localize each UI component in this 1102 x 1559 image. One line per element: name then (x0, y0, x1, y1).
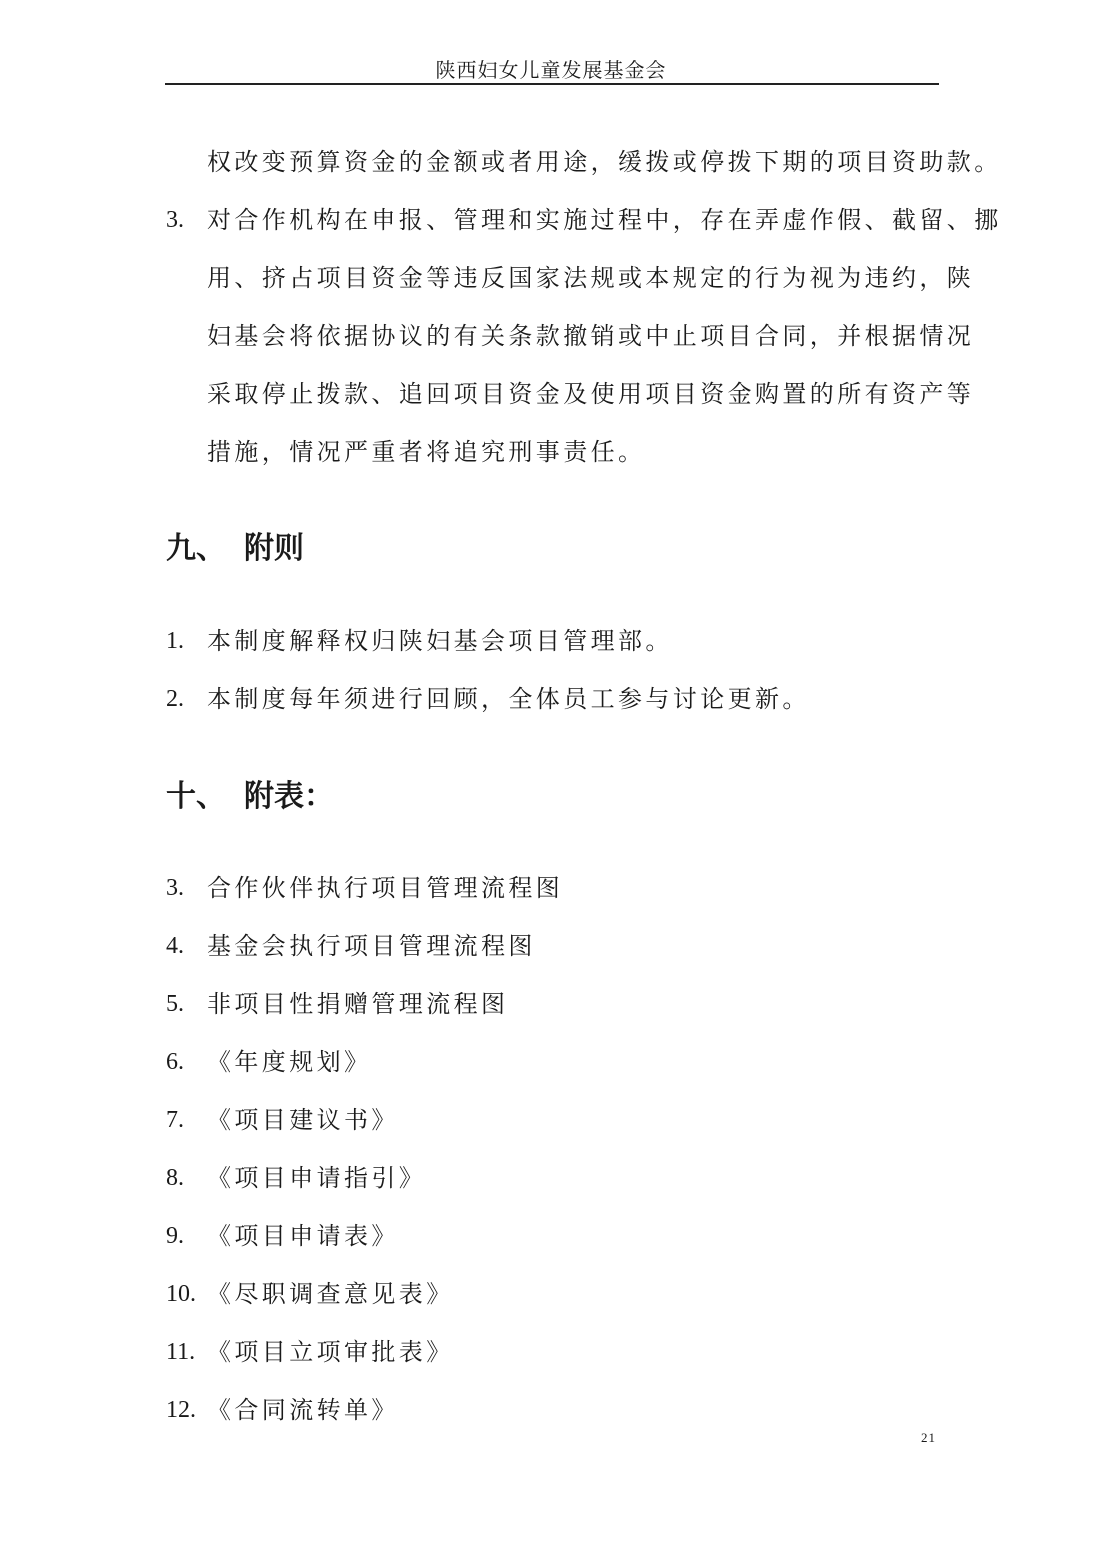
list-item-number: 2. (166, 686, 184, 712)
list-item-line: 妇基会将依据协议的有关条款撤销或中止项目合同，并根据情况 (207, 322, 975, 350)
list-item-text: 非项目性捐赠管理流程图 (207, 990, 509, 1018)
list-item-text: 《项目申请表》 (207, 1222, 399, 1250)
section-9-number: 九、 (166, 531, 226, 566)
list-item-number: 3. (166, 207, 184, 233)
list-item-text: 基金会执行项目管理流程图 (207, 932, 536, 960)
list-item-text: 《年度规划》 (207, 1048, 372, 1076)
list-item-number: 7. (166, 1107, 184, 1133)
list-item-number: 12. (166, 1397, 196, 1423)
list-item-text: 《项目申请指引》 (207, 1164, 427, 1192)
page-number: 21 (921, 1430, 936, 1445)
list-item-text: 《合同流转单》 (207, 1396, 399, 1424)
list-item-text: 本制度解释权归陕妇基会项目管理部。 (207, 627, 673, 655)
list-item-line: 用、挤占项目资金等违反国家法规或本规定的行为视为违约，陕 (207, 264, 975, 292)
list-item-number: 9. (166, 1223, 184, 1249)
section-9-title: 附则 (244, 531, 304, 566)
list-item-line: 措施，情况严重者将追究刑事责任。 (207, 438, 646, 466)
list-item-number: 5. (166, 991, 184, 1017)
list-item-text: 《尽职调查意见表》 (207, 1280, 454, 1308)
list-item-line: 对合作机构在申报、管理和实施过程中，存在弄虚作假、截留、挪 (207, 206, 1002, 234)
list-item-number: 1. (166, 628, 184, 654)
list-item-text: 合作伙伴执行项目管理流程图 (207, 874, 564, 902)
section-10-number: 十、 (166, 779, 226, 814)
list-item-text: 《项目建议书》 (207, 1106, 399, 1134)
list-item-number: 3. (166, 875, 184, 901)
section-10-title: 附表： (244, 779, 334, 814)
header-rule (165, 83, 939, 85)
list-item-number: 8. (166, 1165, 184, 1191)
page-header-title: 陕西妇女儿童发展基金会 (435, 58, 667, 82)
list-item-line: 采取停止拨款、追回项目资金及使用项目资金购置的所有资产等 (207, 380, 975, 408)
list-item-number: 4. (166, 933, 184, 959)
continuation-line: 权改变预算资金的金额或者用途，缓拨或停拨下期的项目资助款。 (207, 148, 1002, 176)
list-item-text: 本制度每年须进行回顾，全体员工参与讨论更新。 (207, 685, 810, 713)
list-item-number: 11. (166, 1339, 196, 1365)
list-item-number: 10. (166, 1281, 196, 1307)
list-item-text: 《项目立项审批表》 (207, 1338, 454, 1366)
list-item-number: 6. (166, 1049, 184, 1075)
